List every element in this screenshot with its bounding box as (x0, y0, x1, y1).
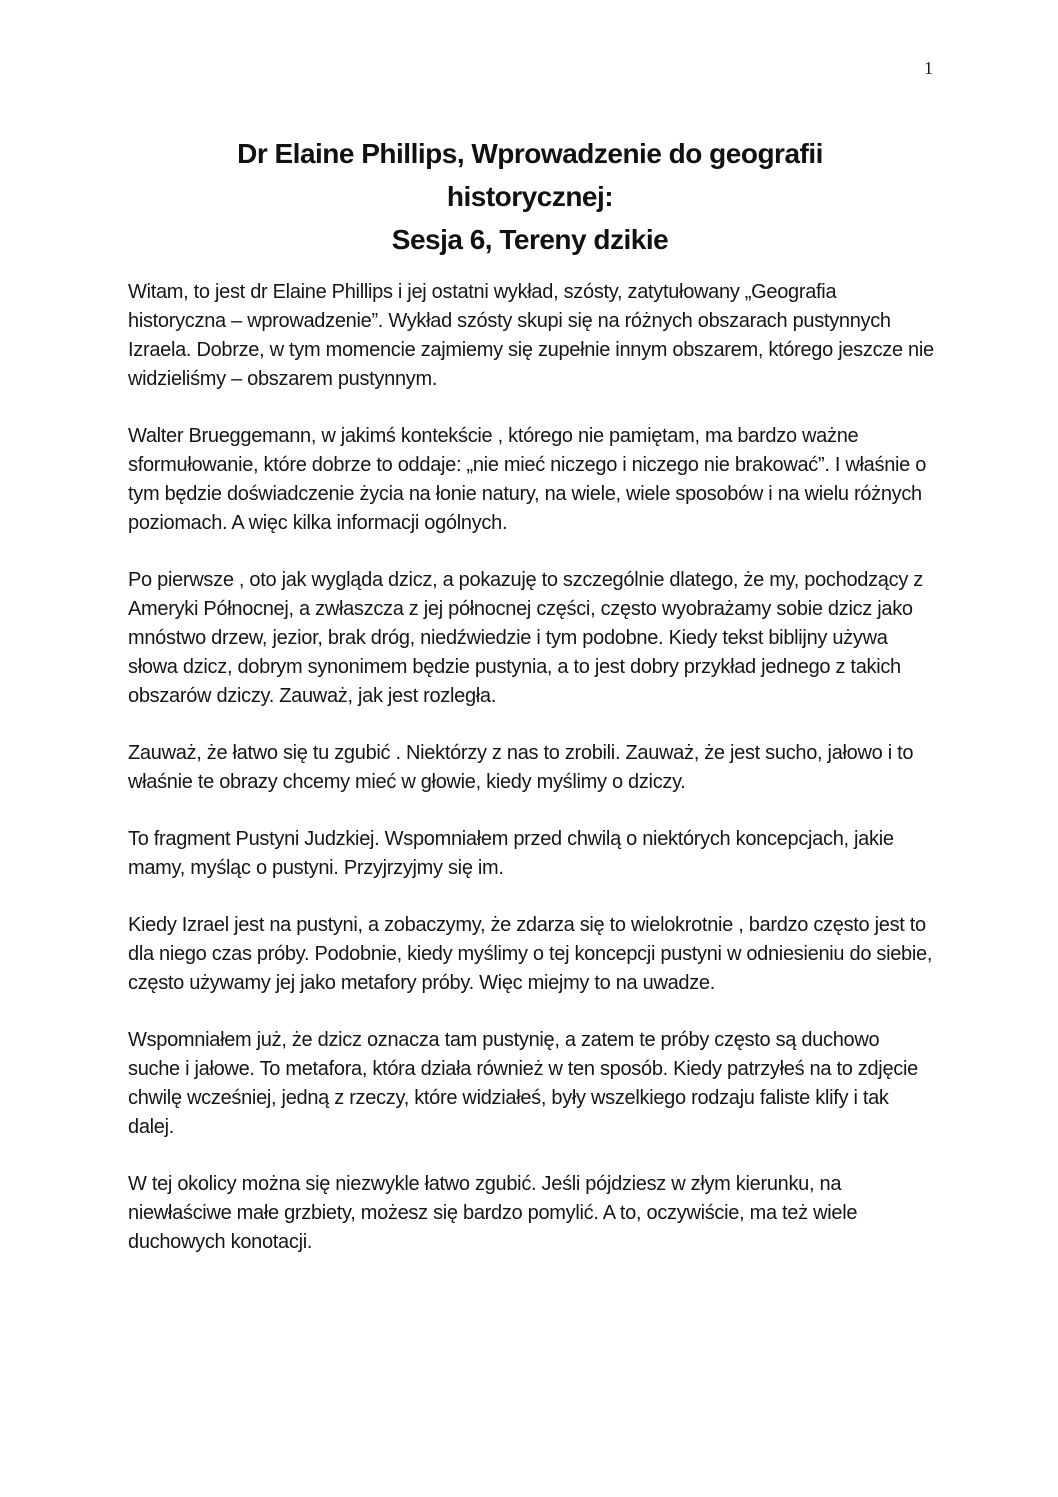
paragraph: Po pierwsze , oto jak wygląda dzicz, a pokazuję to szczególnie dlatego, że my, pochodzący z Ameryki Północnej, a zwłaszcza z jej północnej części, często wyobrażamy sobie dzicz jako mnóstwo drzew, jezior, brak dróg, niedźwiedzie i tym podobne. Kiedy tekst biblijny używa słowa dzicz, dobrym synonimem będzie pustynia, a to jest dobry przykład jednego z takich obszarów dziczy. Zauważ, jak jest rozległa. (128, 569, 923, 707)
paragraph: Wspomniałem już, że dzicz oznacza tam pustynię, a zatem te próby często są duchowo suche i jałowe. To metafora, która działa również w ten sposób. Kiedy patrzyłeś na to zdjęcie chwilę wcześniej, jedną z rzeczy, które widziałeś, były wszelkiego rodzaju faliste klify i tak dalej. (128, 1029, 918, 1138)
paragraph: Witam, to jest dr Elaine Phillips i jej ostatni wykład, szósty, zatytułowany „Geografia historyczna – wprowadzenie”. Wykład szósty skupi się na różnych obszarach pustynnych Izraela. Dobrze, w tym momencie zajmiemy się zupełnie innym obszarem, którego jeszcze nie widzieliśmy – obszarem pustynnym. (128, 281, 934, 390)
paragraph: Zauważ, że łatwo się tu zgubić . Niektórzy z nas to zrobili. Zauważ, że jest sucho, jałowo i to właśnie te obrazy chcemy mieć w głowie, kiedy myślimy o dziczy. (128, 742, 914, 793)
title-line-3: Sesja 6, Tereny dzikie (391, 224, 669, 255)
page-number: 1 (924, 58, 933, 78)
title-line-1: Dr Elaine Phillips, Wprowadzenie do geografii (237, 138, 823, 169)
paragraph: To fragment Pustyni Judzkiej. Wspomniałem przed chwilą o niektórych koncepcjach, jakie mamy, myśląc o pustyni. Przyjrzyjmy się im. (128, 828, 894, 879)
document-body (128, 278, 934, 1285)
document-title (128, 132, 932, 261)
paragraph: W tej okolicy można się niezwykle łatwo zgubić. Jeśli pójdziesz w złym kierunku, na niewłaściwe małe grzbiety, możesz się bardzo pomylić. A to, oczywiście, ma też wiele duchowych konotacji. (128, 1173, 858, 1253)
title-line-2: historycznej: (446, 181, 614, 212)
paragraph: Kiedy Izrael jest na pustyni, a zobaczymy, że zdarza się to wielokrotnie , bardzo często jest to dla niego czas próby. Podobnie, kiedy myślimy o tej koncepcji pustyni w odniesieniu do siebie, często używamy jej jako metafory próby. Więc miejmy to na uwadze. (128, 914, 933, 994)
paragraph: Walter Brueggemann, w jakimś kontekście , którego nie pamiętam, ma bardzo ważne sformułowanie, które dobrze to oddaje: „nie mieć niczego i niczego nie brakować”. I właśnie o tym będzie doświadczenie życia na łonie natury, na wiele, wiele sposobów i na wielu różnych poziomach. A więc kilka informacji ogólnych. (128, 425, 927, 534)
